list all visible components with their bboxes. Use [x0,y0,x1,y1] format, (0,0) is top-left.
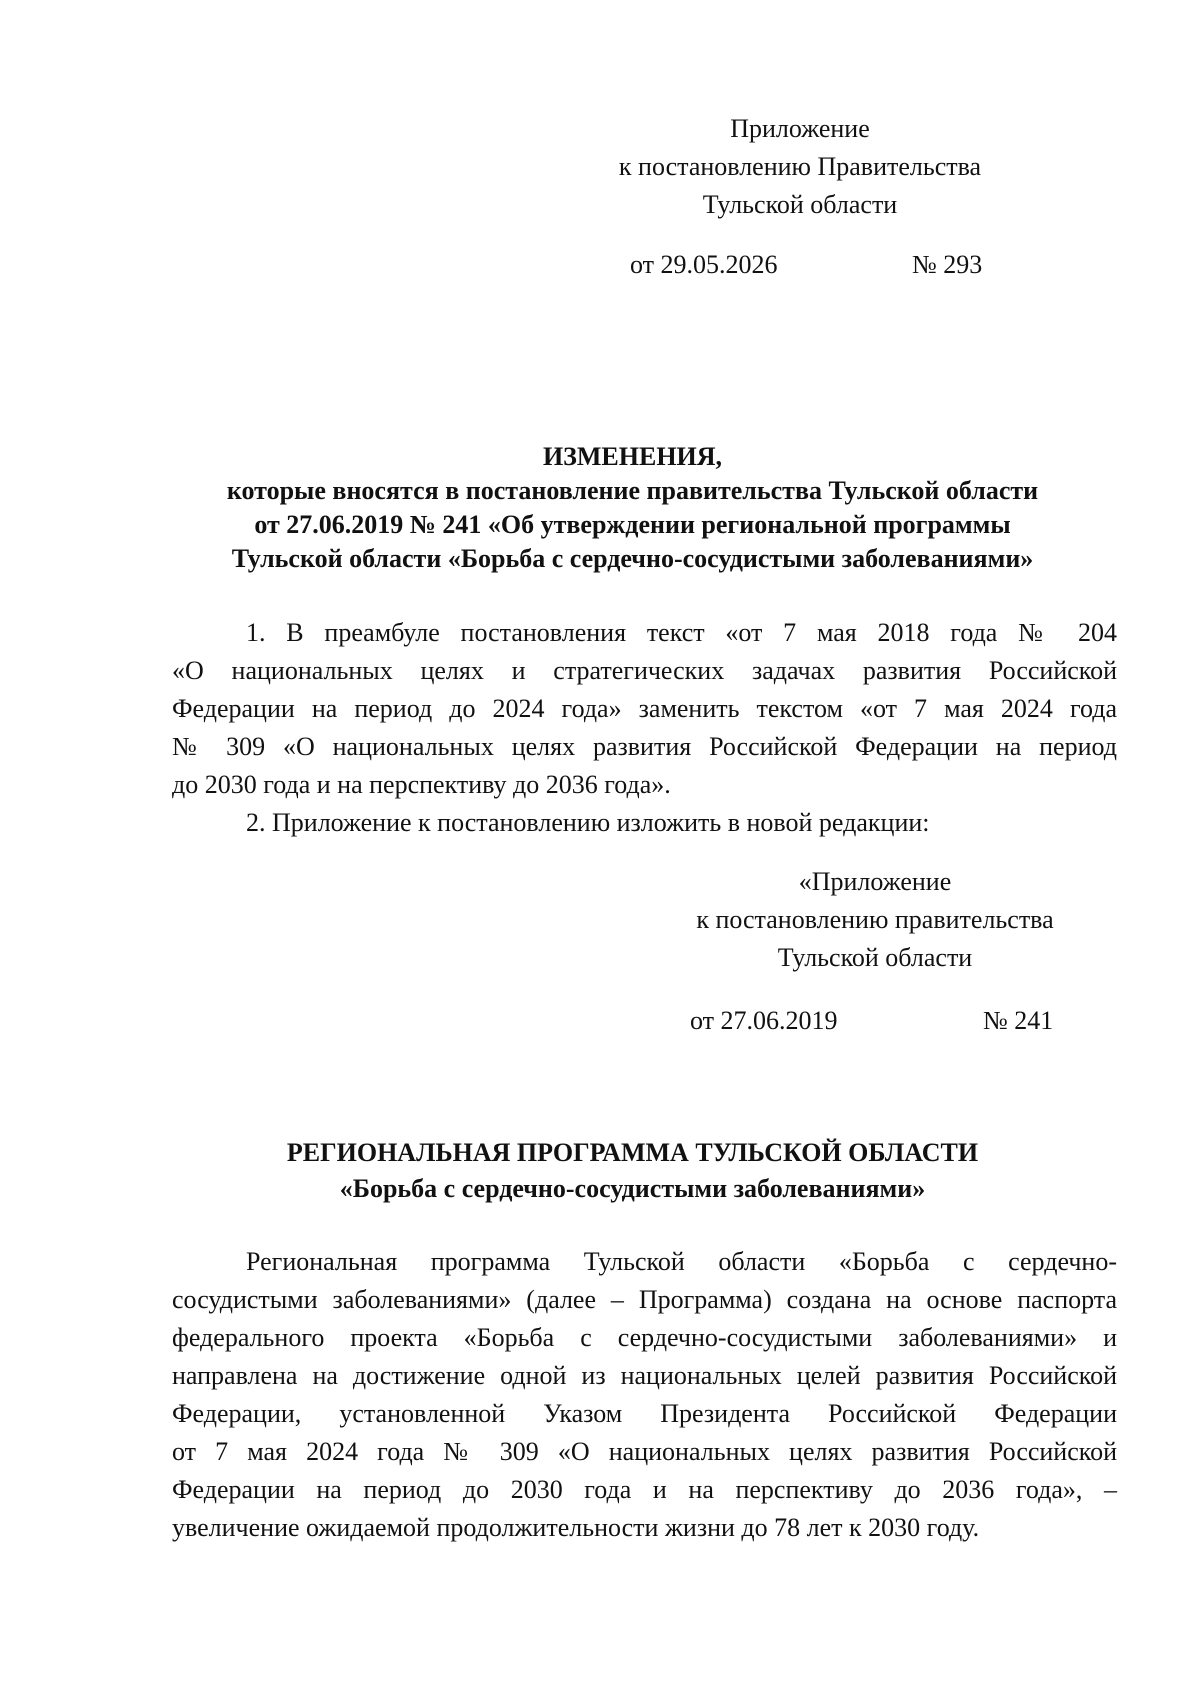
program-body-line: увеличение ожидаемой продолжительности жизни до 78 лет к 2030 году. [172,1513,980,1542]
item-1-line: Федерации на период до 2024 года» заменить текстом «от 7 мая 2024 года [172,694,1117,723]
item-1-line: № 309 «О национальных целях развития Российской Федерации на период [172,732,1117,761]
changes-heading-line-2: от 27.06.2019 № 241 «Об утверждении региональной программы [254,510,1011,539]
program-body-line: от 7 мая 2024 года № 309 «О национальных целях развития Российской [172,1437,1117,1466]
item-1-line: «О национальных целях и стратегических задачах развития Российской [172,656,1117,685]
program-heading-subtitle: «Борьба с сердечно-сосудистыми заболеваниями» [339,1174,926,1203]
changes-heading-line-3: Тульской области «Борьба с сердечно-сосудистыми заболеваниями» [231,544,1034,573]
appendix-line-1: Приложение [730,114,870,143]
changes-heading-line-1: которые вносятся в постановление правительства Тульской области [226,476,1039,505]
appendix-date: от 29.05.2026 [630,250,778,279]
appendix-new-number: № 241 [983,1006,1054,1035]
item-1-line: до 2030 года и на перспективу до 2036 года». [172,770,671,799]
item-2-paragraph [172,804,1117,842]
appendix-block [580,110,1020,224]
program-body-line: Региональная программа Тульской области «Борьба с сердечно- [246,1247,1117,1276]
appendix-new-line-1: «Приложение [798,867,952,896]
item-1-paragraph [172,614,1117,804]
program-body-line: Федерации, установленной Указом Президента Российской Федерации [172,1399,1117,1428]
appendix-new-line-3: Тульской области [777,943,973,972]
program-body-line: сосудистыми заболеваниями» (далее – Программа) создана на основе паспорта [172,1285,1117,1314]
program-body-line: направлена на достижение одной из национальных целей развития Российской [172,1361,1117,1390]
appendix-line-2: к постановлению Правительства [618,152,982,181]
appendix-line-3: Тульской области [702,190,898,219]
program-heading-title: РЕГИОНАЛЬНАЯ ПРОГРАММА ТУЛЬСКОЙ ОБЛАСТИ [286,1138,979,1167]
appendix-new-block [655,863,1095,977]
appendix-new-line-2: к постановлению правительства [696,905,1054,934]
changes-heading [160,440,1105,576]
item-2-line: 2. Приложение к постановлению изложить в новой редакции: [246,808,930,837]
program-body-line: Федерации на период до 2030 года и на перспективу до 2036 года», – [172,1475,1117,1504]
appendix-number: № 293 [912,250,983,279]
program-body-paragraph [172,1243,1117,1547]
appendix-new-date: от 27.06.2019 [690,1006,838,1035]
program-heading [160,1135,1105,1207]
item-1-line: 1. В преамбуле постановления текст «от 7 мая 2018 года № 204 [246,618,1117,647]
program-body-line: федерального проекта «Борьба с сердечно-сосудистыми заболеваниями» и [172,1323,1117,1352]
changes-heading-title: ИЗМЕНЕНИЯ, [542,442,723,471]
